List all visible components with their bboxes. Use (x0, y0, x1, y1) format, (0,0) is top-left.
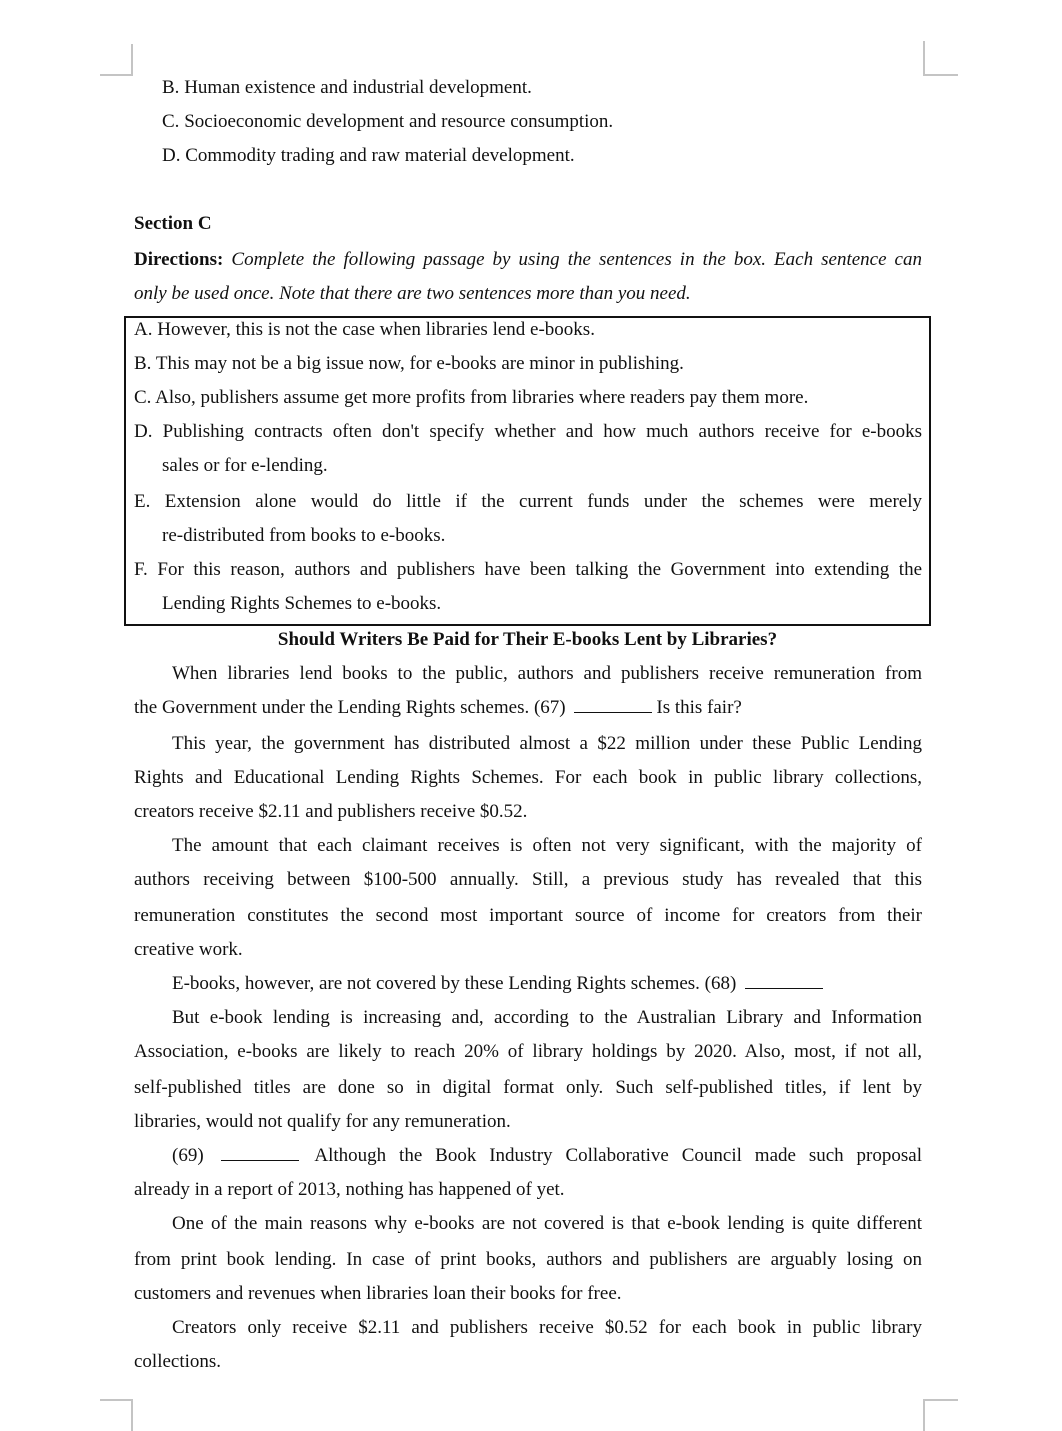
section-title: Section C (134, 213, 212, 234)
box-sentence-a: A. However, this is not the case when libraries lend e-books. (134, 319, 595, 340)
paragraph-7-line-1: One of the main reasons why e-books are not covered is that e-book lending is quite different (172, 1213, 922, 1234)
paragraph-1-line-2: the Government under the Lending Rights schemes. (67) Is this fair? (134, 697, 742, 718)
paragraph-1-line-1: When libraries lend books to the public, authors and publishers receive remuneration from (172, 663, 922, 684)
paragraph-8-line-1: Creators only receive $2.11 and publishers receive $0.52 for each book in public library (172, 1317, 922, 1338)
directions-label: Directions: (134, 249, 224, 270)
paragraph-5-line-4: libraries, would not qualify for any remuneration. (134, 1111, 511, 1132)
page-corner-mark-top-right (923, 41, 958, 76)
box-sentence-d: D. Publishing contracts often don't specify whether and how much authors receive for e-books (134, 421, 923, 442)
page-corner-mark-bottom-left (100, 1399, 133, 1431)
paragraph-7-line-3: customers and revenues when libraries loan their books for free. (134, 1283, 622, 1304)
box-sentence-b: B. This may not be a big issue now, for e-books are minor in publishing. (134, 353, 684, 374)
paragraph-7-line-2: from print book lending. In case of print books, authors and publishers are arguably losing on (134, 1249, 922, 1270)
answer-blank-67[interactable] (574, 696, 652, 713)
paragraph-3-line-2: authors receiving between $100-500 annually. Still, a previous study has revealed that this (134, 869, 922, 890)
paragraph-3-line-4: creative work. (134, 939, 243, 960)
answer-blank-69[interactable] (221, 1144, 299, 1161)
page-corner-mark-bottom-right (923, 1399, 958, 1431)
paragraph-5-line-2: Association, e-books are likely to reach 20% of library holdings by 2020. Also, most, if not all, (134, 1041, 922, 1062)
paragraph-6-line-1: (69) Although the Book Industry Collaborative Council made such proposal (172, 1145, 922, 1166)
directions-line-2: only be used once. Note that there are two sentences more than you need. (134, 283, 691, 304)
box-sentence-f: F. For this reason, authors and publishers have been talking the Government into extending the (134, 559, 922, 580)
option-c: C. Socioeconomic development and resource consumption. (162, 111, 614, 132)
directions-line-1: Directions: Complete the following passage by using the sentences in the box. Each sentence can (134, 249, 922, 270)
box-sentence-e-cont: re-distributed from books to e-books. (162, 525, 446, 546)
passage-title: Should Writers Be Paid for Their E-books Lent by Libraries? (277, 629, 778, 650)
option-d: D. Commodity trading and raw material development. (162, 145, 575, 166)
paragraph-8-line-2: collections. (134, 1351, 222, 1372)
paragraph-5-line-3: self-published titles are done so in digital format only. Such self-published titles, if lent by (134, 1077, 922, 1098)
box-sentence-f-cont: Lending Rights Schemes to e-books. (162, 593, 442, 614)
paragraph-5-line-1: But e-book lending is increasing and, according to the Australian Library and Information (172, 1007, 922, 1028)
box-sentence-c: C. Also, publishers assume get more profits from libraries where readers pay them more. (134, 387, 809, 408)
box-sentence-d-cont: sales or for e-lending. (162, 455, 328, 476)
paragraph-2-line-3: creators receive $2.11 and publishers receive $0.52. (134, 801, 528, 822)
box-sentence-e: E. Extension alone would do little if the current funds under the schemes were merely (134, 491, 922, 512)
page-corner-mark-top-left (100, 44, 133, 76)
option-b: B. Human existence and industrial development. (162, 77, 532, 98)
paragraph-6-line-2: already in a report of 2013, nothing has happened of yet. (134, 1179, 565, 1200)
paragraph-2-line-2: Rights and Educational Lending Rights Schemes. For each book in public library collections, (134, 767, 922, 788)
answer-blank-68[interactable] (745, 972, 823, 989)
paragraph-3-line-1: The amount that each claimant receives is often not very significant, with the majority of (172, 835, 922, 856)
paragraph-4-line-1: E-books, however, are not covered by these Lending Rights schemes. (68) (172, 972, 827, 996)
paragraph-2-line-1: This year, the government has distributed almost a $22 million under these Public Lending (172, 733, 922, 754)
paragraph-3-line-3: remuneration constitutes the second most important source of income for creators from their (134, 905, 922, 926)
